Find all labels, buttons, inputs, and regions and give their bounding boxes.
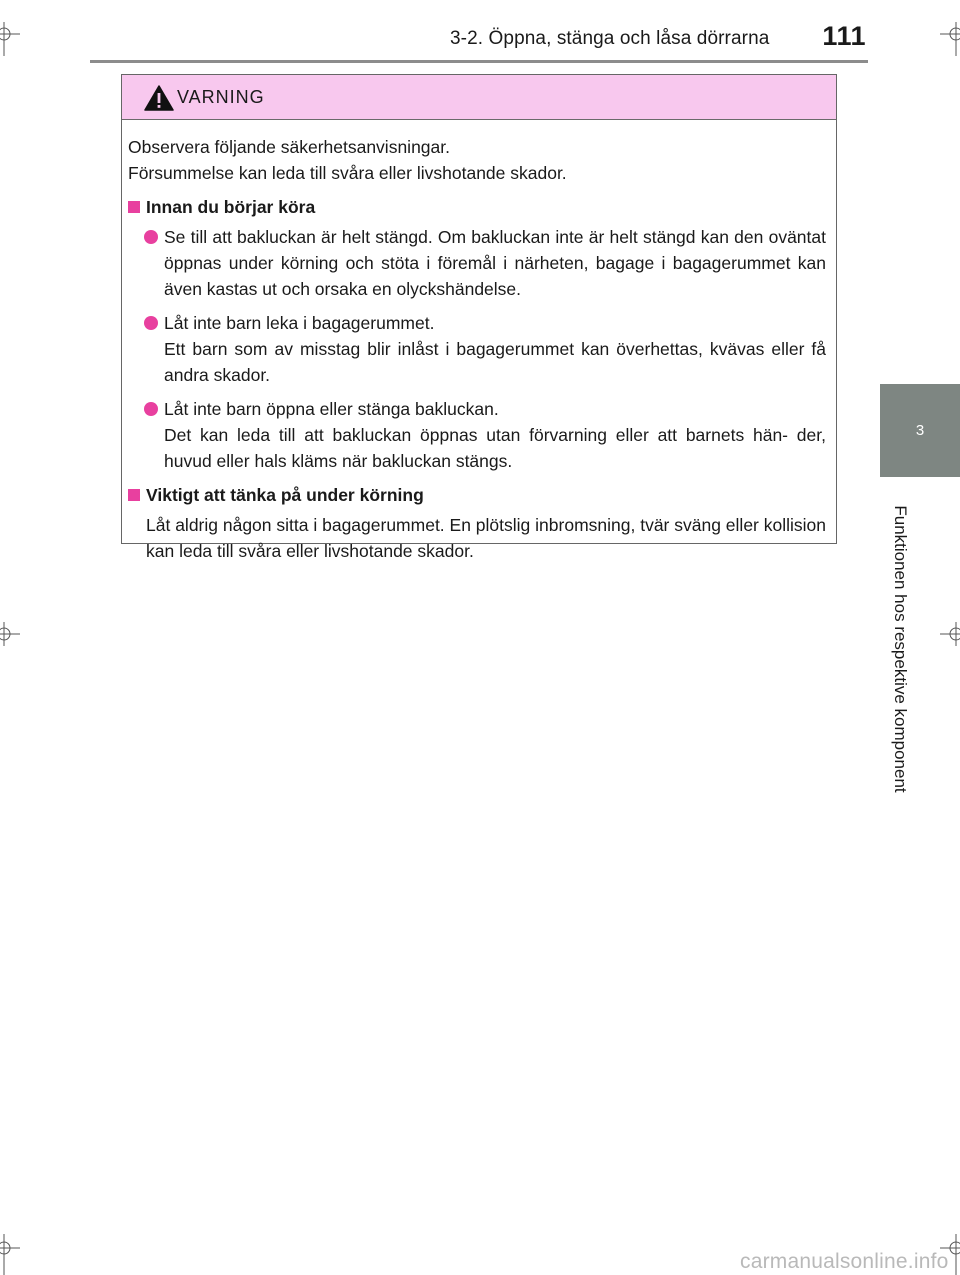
list-item-lead: Låt inte barn öppna eller stänga bakluckan. bbox=[164, 399, 499, 419]
section-title: 3-2. Öppna, stänga och låsa dörrarna bbox=[450, 28, 770, 49]
list-item-text: Det kan leda till att bakluckan öppnas utan förvarning eller att barnets hän- der, huvud eller hals kläms när bakluckan stängs. bbox=[164, 425, 826, 471]
watermark: carmanualsonline.info bbox=[740, 1250, 949, 1273]
dot-bullet-icon bbox=[144, 230, 158, 244]
list-item-text: Se till att bakluckan är helt stängd. Om bakluckan inte är helt stängd kan den oväntat öppnas under körning och stöta i föremål i närheten, bagage i bagagerummet kan även kastas ut och orsaka en olyckshändelse. bbox=[164, 227, 826, 299]
dot-bullet-icon bbox=[144, 402, 158, 416]
section-heading-text: Innan du börjar köra bbox=[146, 197, 316, 217]
page-number: 111 bbox=[822, 21, 866, 51]
crop-mark-top-right bbox=[940, 22, 960, 56]
list-item bbox=[128, 396, 826, 474]
list-item-lead: Låt inte barn leka i bagagerummet. bbox=[164, 313, 435, 333]
list-item bbox=[128, 224, 826, 302]
chapter-label: Funktionen hos respektive komponent bbox=[891, 505, 910, 793]
section-heading-text: Viktigt att tänka på under körning bbox=[146, 485, 424, 505]
warning-triangle-icon bbox=[144, 85, 174, 111]
square-bullet-icon bbox=[128, 201, 140, 213]
list-item bbox=[128, 310, 826, 388]
section-paragraph: Låt aldrig någon sitta i bagagerummet. En plötslig inbromsning, tvär sväng eller kollision kan leda till svåra eller livshotande skador. bbox=[146, 515, 826, 561]
crop-mark-mid-left bbox=[0, 622, 20, 646]
warning-body bbox=[122, 120, 836, 564]
header-divider bbox=[90, 60, 868, 63]
dot-bullet-icon bbox=[144, 316, 158, 330]
warning-box bbox=[121, 74, 837, 561]
square-bullet-icon bbox=[128, 489, 140, 501]
crop-mark-top-left bbox=[0, 22, 20, 56]
list-item-text: Ett barn som av misstag blir inlåst i bagagerummet kan överhettas, kvävas eller få andra skador. bbox=[164, 339, 826, 385]
warning-label: VARNING bbox=[177, 87, 265, 107]
section-heading bbox=[128, 194, 826, 220]
chapter-label-container bbox=[880, 484, 920, 814]
section-heading bbox=[128, 482, 826, 508]
warning-header bbox=[122, 75, 836, 120]
chapter-tab bbox=[880, 384, 960, 477]
intro-line: Försummelse kan leda till svåra eller livshotande skador. bbox=[128, 163, 567, 183]
intro-line: Observera följande säkerhetsanvisningar. bbox=[128, 137, 450, 157]
warning-intro bbox=[128, 134, 826, 186]
crop-mark-mid-right bbox=[940, 622, 960, 646]
crop-mark-bottom-left bbox=[0, 1234, 20, 1275]
chapter-number: 3 bbox=[915, 422, 925, 439]
